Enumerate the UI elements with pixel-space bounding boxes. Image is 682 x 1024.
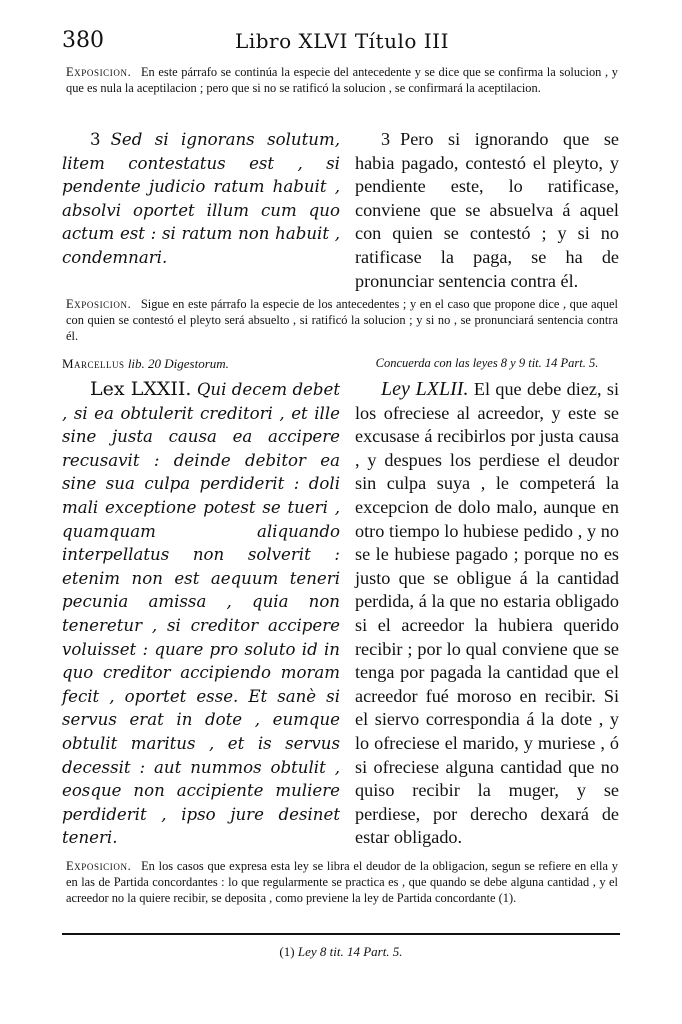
exposicion-text: Sigue en este párrafo la especie de los antecedentes ; y en el caso que propone dice , que aquel con quien se contestó el pleyto será absuelto , si ratificó la solucion ; y si no , se pronunciará sentencia contra él. — [66, 297, 618, 343]
latin-paragraph-3 — [62, 128, 340, 270]
source-reference: lib. 20 Digestorum. — [127, 356, 229, 371]
page-number: 380 — [62, 28, 104, 53]
spanish-text: El que debe diez, si los ofreciese al acreedor, y este se excusase á recibirlos por justa causa , y despues los perdiese el deudor sin culpa suya , le competerá la excepcion de dolo malo, aunque en otro tiempo lo hubiese pedido , y no se le hubiese pagado ; porque no es justo que se obligue á la cantidad perdida, á la que no estaria obligado si el acreedor la hubiera querido recibir ; por lo qual conviene que se tenga por pagada la cantidad que el acreedor fué moroso en recibir. Si el siervo correspondia á la dote , y lo ofreciese el marido, y muriese , ó si ofreciese alguna cantidad que no quiso recibir la muger, y se perdiese, por derecho dexará de estar obligado. — [355, 379, 619, 848]
concordance-note: Concuerda con las leyes 8 y 9 tit. 14 Part. 5. — [375, 356, 599, 370]
page-header — [62, 28, 622, 58]
spanish-paragraph-3 — [355, 128, 619, 293]
footnote-rule — [62, 933, 620, 935]
source-author: Marcellus — [62, 356, 125, 371]
footnote-text: Ley 8 tit. 14 Part. 5. — [297, 944, 403, 959]
paragraph-number: 3 — [381, 129, 391, 149]
exposicion-1 — [66, 64, 618, 96]
footnote-marker: (1) — [279, 944, 295, 959]
lex-title: Lex LXXII. — [90, 378, 192, 400]
exposicion-2 — [66, 296, 618, 344]
exposicion-3 — [66, 858, 618, 906]
spanish-text: Pero si ignorando que se habia pagado, contestó el pleyto, y pendiente este, lo ratificase, conviene que se absuelva á aquel con quien se contestó ; y si no ratificase la paga, se ha de pronunciar sentencia contra él. — [355, 129, 619, 291]
ley-title: Ley LXLII. — [381, 378, 469, 400]
latin-text: Sed si ignorans solutum, litem contestatus est , si pendente judicio ratum habuit , absolvi oportet illum cum quo actum est : si ratum non habuit , condemnari. — [62, 130, 340, 267]
exposicion-label: Exposicion. — [66, 65, 132, 79]
running-title: Libro XLVI Título III — [235, 29, 449, 53]
source-citation — [62, 356, 340, 376]
exposicion-label: Exposicion. — [66, 297, 132, 311]
latin-text: Qui decem debet , si ea obtulerit creditori , et ille sine justa causa ea accipere recusavit : deinde debitor ea sine sua culpa perdiderit : doli mali exceptione potest se tueri , quamquam aliquando interpellatus non solverit : etenim non est aequum teneri pecunia amissa , quia non teneretur , si creditor accipere voluisset : quare pro soluto id in quo creditor accipiendo moram fecit , oportet esse. Et sanè si servus erat in dote , eumque obtulit maritus , et is servus decessit : aut nummos obtulit , eosque non accipiente muliere perdiderit , ipso jure desinet teneri. — [62, 380, 340, 848]
lex-72-latin — [62, 356, 340, 850]
paragraph-number: 3 — [90, 130, 101, 149]
exposicion-text: En los casos que expresa esta ley se libra el deudor de la obligacion, segun se refiere en ella y en las de Partida concordantes : lo que regularmente se practica es , que quando se debe alguna cantidad , y el acreedor no la quiere recibir, se deposita , como previene la ley de Partida concordante (1). — [66, 859, 618, 905]
footnote — [62, 944, 620, 960]
ley-72-spanish — [355, 356, 619, 850]
exposicion-label: Exposicion. — [66, 859, 132, 873]
exposicion-text: En este párrafo se continúa la especie del antecedente y se dice que se confirma la solucion , y que es nula la aceptilacion ; pero que si no se ratificó la solucion , se confirmará la aceptilacion. — [66, 65, 618, 95]
